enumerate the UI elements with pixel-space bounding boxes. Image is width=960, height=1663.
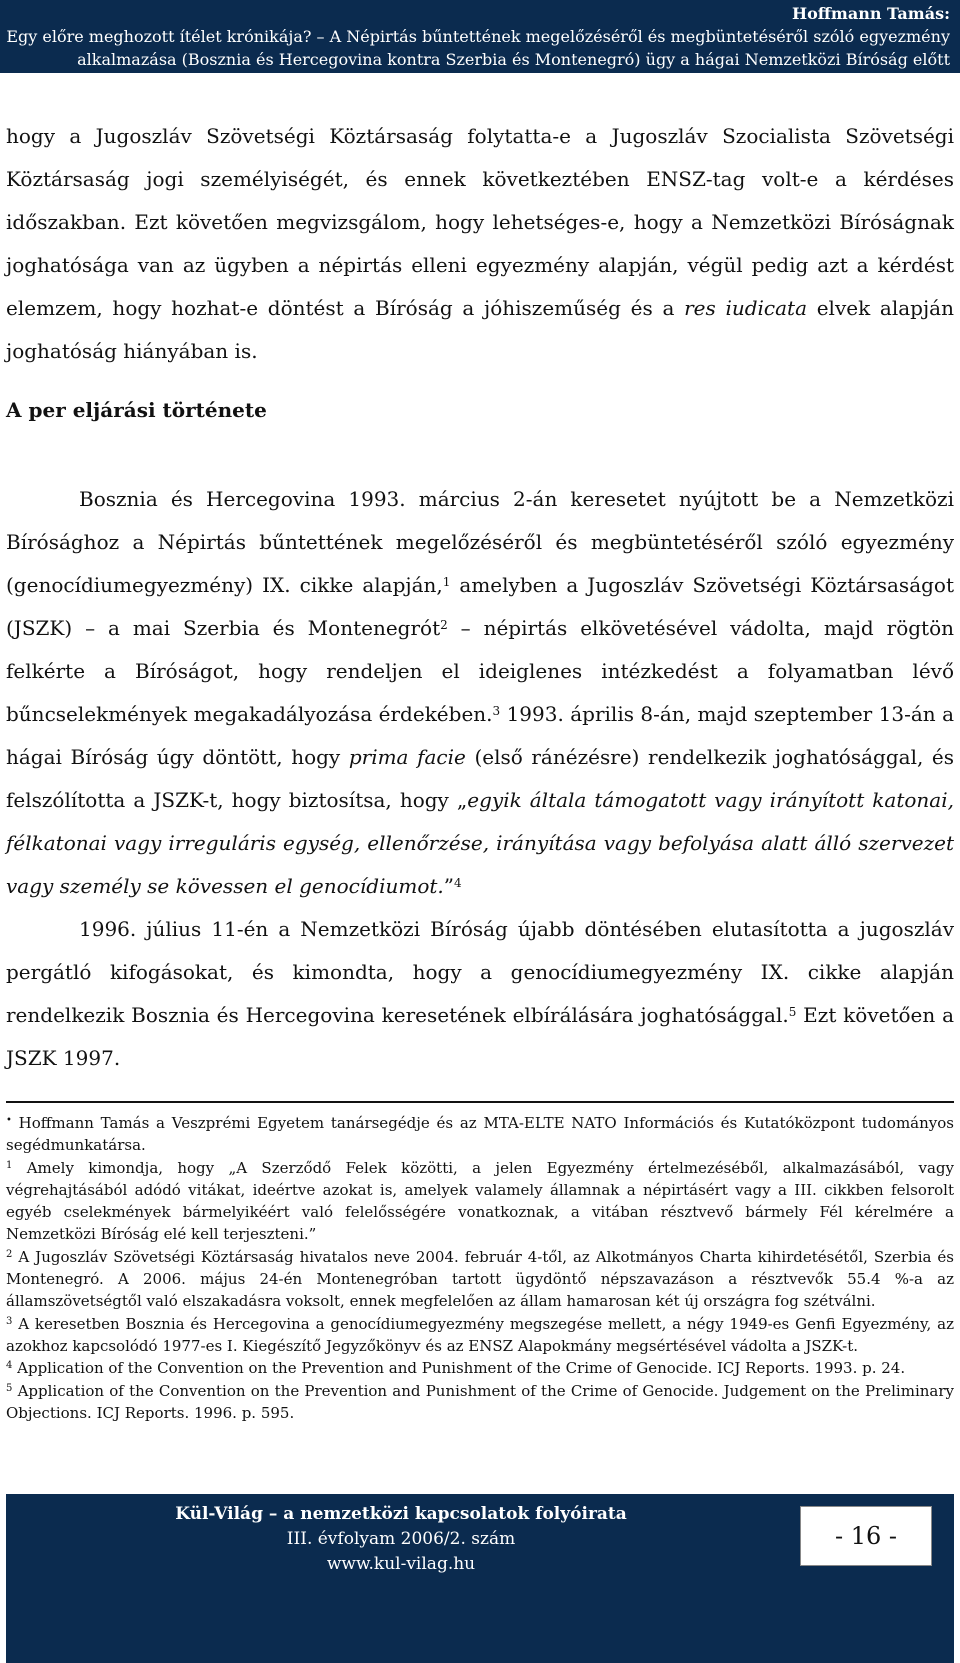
footnote-ref-2[interactable]: 2 [440,618,448,632]
website-link[interactable]: www.kul-vilag.hu [326,1554,476,1574]
footnote: $^1$ Amely kimondja, hogy „A Szerződő Felek közötti, a jelen Egyezmény értelmezéséből, alkalmazásából, vagy végrehajtásából adódó vitákat, ideértve azokat is, amelyek valamely államnak a népirtásért vagy a III. cikkben felsorolt egyéb cselekmények bármelyikéért való felelősségére vonatkoznak, a vitában résztvevő bármely Fél kérelmére a Nemzetközi Bíróság elé kell terjeszteni.” [6,1158,954,1244]
journal-name: Kül-Világ – a nemzetközi kapcsolatok folyóirata [175,1504,627,1524]
footnote-ref-1[interactable]: 1 [442,575,451,589]
footnote-divider [6,1101,954,1103]
page-footer [6,1494,954,1663]
footnote-ref-5[interactable]: 5 [788,1005,797,1019]
header-title-line1: Egy előre meghozott ítélet krónikája? – A Népirtás bűntettének megelőzéséről és megbüntetéséről szóló egyezmény [6,27,950,46]
footnote: $^2$ A Jugoszláv Szövetségi Köztársaság hivatalos neve 2004. február 4-től, az Alkotmányos Charta kihirdetésétől, Szerbia és Montenegró. A 2006. május 24-én Montenegróban tartott ügydöntő népszavazáson a résztvevők 55.4 %-a az államszövetségtől való elszakadásra voksolt, ennek megfelelően az állam hamarosan két új országra fog szétválni. [6,1247,954,1311]
paragraph-2: 1996. július 11-én a Nemzetközi Bíróság újabb döntésében elutasította a jugoszláv pergátló kifogásokat, és kimondta, hogy a genocídiumegyezmény IX. cikke alapján rendelkezik Bosznia és Hercegovina keresetének elbírálására joghatósággal.$^5$ Ezt követően a JSZK 1997. [6,917,954,1070]
footnote: $^3$ A keresetben Bosznia és Hercegovina a genocídiumegyezmény megszegése mellett, a négy 1949-es Genfi Egyezmény, az azokhoz kapcsolódó 1977-es I. Kiegészítő Jegyzőkönyv és az ENSZ Alapokmány megsértésével vádolta a JSZK-t. [6,1314,954,1355]
italic-term: res iudicata [684,296,808,320]
running-header [0,0,960,73]
footnote: • Hoffmann Tamás a Veszprémi Egyetem tanársegédje és az MTA-ELTE NATO Információs és Kutatóközpont tudományos segédmunkatársa. [6,1114,954,1155]
quotation: egyik általa támogatott vagy irányított katonai, félkatonai vagy irreguláris egység, ellenőrzése, irányítása vagy befolyása alatt álló szervezet vagy személy se kövessen el genocídiumot. [6,788,954,898]
page-number: - 16 - [800,1506,932,1566]
footnote: $^5$ Application of the Convention on the Prevention and Punishment of the Crime of Genocide. Judgement on the Preliminary Objections. ICJ Reports. 1996. p. 595. [6,1381,954,1422]
footnote: $^4$ Application of the Convention on the Prevention and Punishment of the Crime of Genocide. ICJ Reports. 1993. p. 24. [6,1359,906,1378]
intro-paragraph: hogy a Jugoszláv Szövetségi Köztársaság folytatta-e a Jugoszláv Szocialista Szövetségi Köztársaság jogi személyiségét, és ennek következtében ENSZ-tag volt-e a kérdéses időszakban. Ezt követően megvizsgálom, hogy lehetséges-e, hogy a Nemzetközi Bíróságnak joghatósága van az ügyben a népirtás elleni egyezmény alapján, végül pedig azt a kérdést elemzem, hogy hozhat-e döntést a Bíróság a jóhiszeműség és a res iudicata elvek alapján joghatóság hiányában is. [6,124,954,363]
section-heading: A per eljárási története [6,398,267,422]
footnote-ref-3[interactable]: 3 [492,704,501,718]
header-title-line2: alkalmazása (Bosznia és Hercegovina kontra Szerbia és Montenegró) ügy a hágai Nemzetközi Bíróság előtt [77,50,950,69]
footnotes [6,1112,954,1424]
footnote-ref-4[interactable]: 4 [454,876,462,890]
issue-info: III. évfolyam 2006/2. szám [286,1529,516,1549]
header-author: Hoffmann Tamás: [791,4,950,23]
main-text [6,478,954,1080]
paragraph-1: Bosznia és Hercegovina 1993. március 2-án keresetet nyújtott be a Nemzetközi Bírósághoz a Népirtás bűntettének megelőzéséről és megbüntetéséről szóló egyezmény (genocídiumegyezmény) IX. cikke alapján,$^1$ amelyben a Jugoszláv Szövetségi Köztársaságot (JSZK) – a mai Szerbia és Montenegrót$^2$ – népirtás elkövetésével vádolta, majd rögtön felkérte a Bíróságot, hogy rendeljen el ideiglenes intézkedést a folyamatban lévő bűncselekmények megakadályozása érdekében.$^3$ 1993. április 8-án, majd szeptember 13-án a hágai Bíróság úgy döntött, hogy prima facie (első ránézésre) rendelkezik joghatósággal, és felszólította a JSZK-t, hogy biztosítsa, hogy „egyik általa támogatott vagy irányított katonai, félkatonai vagy irreguláris egység, ellenőrzése, irányítása vagy befolyása alatt álló szervezet vagy személy se kövessen el genocídiumot.”$^4$ [6,487,955,898]
